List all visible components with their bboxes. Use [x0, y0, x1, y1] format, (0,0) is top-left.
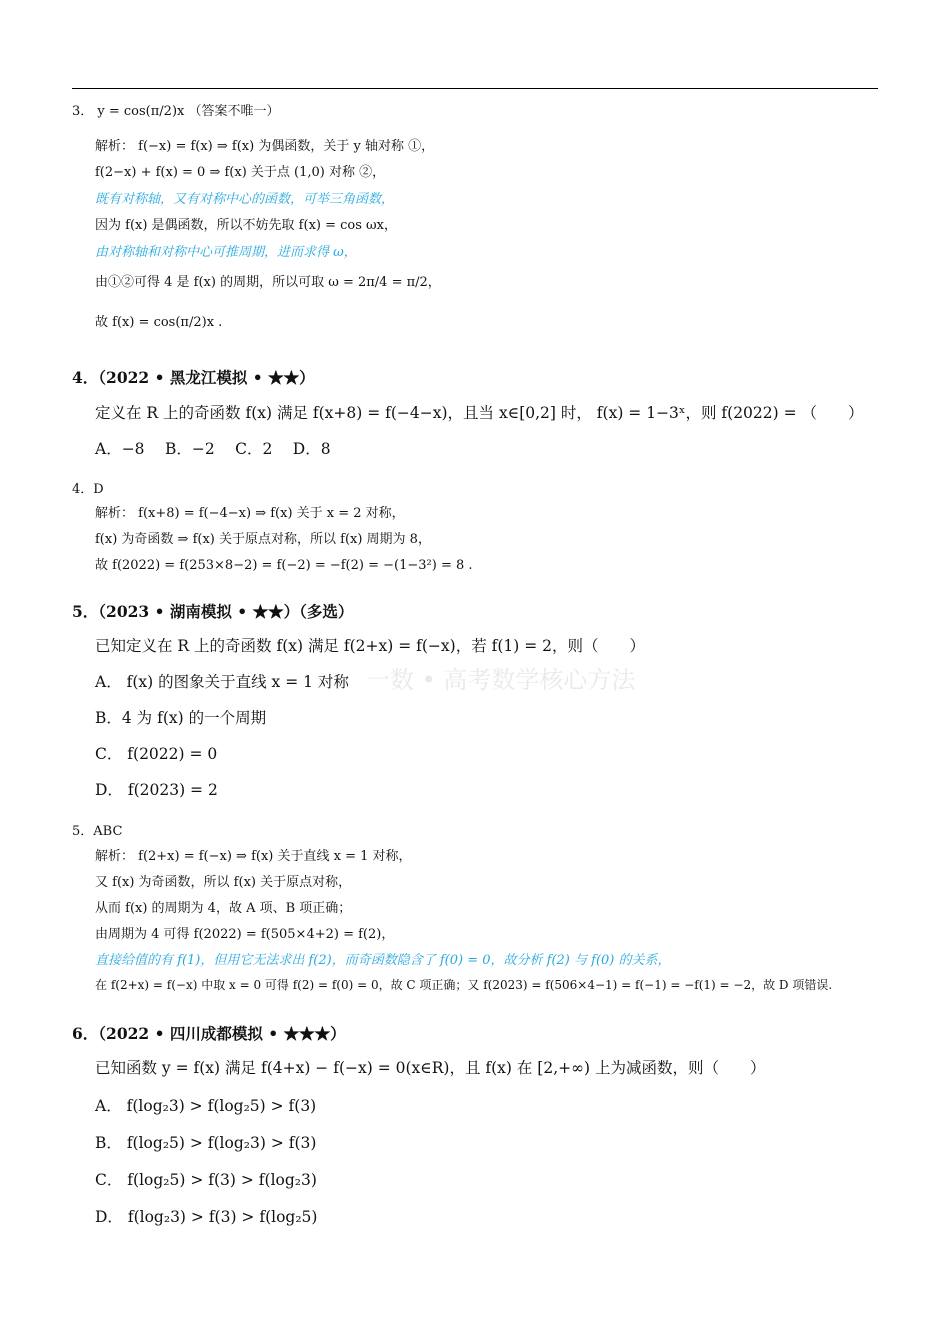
answer-5-hint: 直接给值的有 f(1)，但用它无法求出 f(2)，而奇函数隐含了 f(0) = 0，故分析 f(2) 与 f(0) 的关系，	[95, 953, 671, 968]
answer-4-line-1: 解析： f(x+8) = f(−4−x) ⇒ f(x) 关于 x = 2 对称，	[95, 506, 405, 521]
question-6-option-a: A． f(log₂3) > f(log₂5) > f(3)	[95, 1097, 317, 1115]
answer-4-heading: 4．D	[72, 482, 104, 497]
answer-5-line-2: 又 f(x) 为奇函数，所以 f(x) 关于原点对称，	[95, 875, 352, 890]
answer-3-line-3: 因为 f(x) 是偶函数，所以不妨先取 f(x) = cos ωx，	[95, 218, 397, 233]
question-5-option-b: B．4 为 f(x) 的一个周期	[95, 709, 267, 727]
question-4-stem: 定义在 R 上的奇函数 f(x) 满足 f(x+8) = f(−4−x)，且当 x∈[0,2] 时， f(x) = 1−3ˣ，则 f(2022) = （ ）	[95, 404, 864, 422]
header-rule	[72, 88, 878, 89]
answer-3-hint-1: 既有对称轴，又有对称中心的函数，可举三角函数，	[95, 192, 395, 207]
answer-4-line-3: 故 f(2022) = f(253×8−2) = f(−2) = −f(2) = −(1−3²) = 8 .	[95, 558, 473, 573]
watermark: 一数 • 高考数学核心方法	[366, 666, 636, 694]
question-5-heading: 5．（2023 • 湖南模拟 • ★★）（多选）	[72, 602, 354, 621]
question-6-option-c: C． f(log₂5) > f(3) > f(log₂3)	[95, 1171, 317, 1189]
question-4-options: A．−8 B．−2 C．2 D．8	[95, 440, 331, 458]
question-6-option-b: B． f(log₂5) > f(log₂3) > f(3)	[95, 1134, 317, 1152]
answer-5-line-3: 从而 f(x) 的周期为 4，故 A 项、B 项正确；	[95, 901, 352, 916]
answer-5-line-4: 由周期为 4 可得 f(2022) = f(505×4+2) = f(2)，	[95, 927, 395, 942]
question-5-stem: 已知定义在 R 上的奇函数 f(x) 满足 f(2+x) = f(−x)，若 f(1) = 2，则（ ）	[95, 637, 646, 655]
answer-3-heading: 3． y = cos(π/2)x （答案不唯一）	[72, 104, 280, 119]
question-6-stem: 已知函数 y = f(x) 满足 f(4+x) − f(−x) = 0(x∈R)，且 f(x) 在 [2,+∞) 上为减函数，则（ ）	[95, 1059, 766, 1077]
question-5-option-a: A． f(x) 的图象关于直线 x = 1 对称	[95, 673, 349, 691]
question-4-heading: 4．（2022 • 黑龙江模拟 • ★★）	[72, 368, 315, 387]
answer-5-heading: 5．ABC	[72, 824, 123, 839]
answer-5-line-1: 解析： f(2+x) = f(−x) ⇒ f(x) 关于直线 x = 1 对称，	[95, 849, 412, 864]
answer-3-line-1: 解析： f(−x) = f(x) ⇒ f(x) 为偶函数，关于 y 轴对称 ①，	[95, 139, 435, 154]
question-6-heading: 6．（2022 • 四川成都模拟 • ★★★）	[72, 1024, 346, 1043]
question-5-option-d: D． f(2023) = 2	[95, 781, 218, 799]
answer-5-line-5: 在 f(2+x) = f(−x) 中取 x = 0 可得 f(2) = f(0) = 0，故 C 项正确；又 f(2023) = f(506×4−1) = f(−1) = −f(1) = −2，故 D 项错误.	[95, 978, 833, 992]
answer-3-line-2: f(2−x) + f(x) = 0 ⇒ f(x) 关于点 (1,0) 对称 ②，	[95, 165, 386, 180]
answer-3-line-4: 由①②可得 4 是 f(x) 的周期，所以可取 ω = 2π/4 = π/2，	[95, 275, 441, 290]
answer-3-line-5: 故 f(x) = cos(π/2)x .	[95, 315, 223, 330]
answer-3-hint-2: 由对称轴和对称中心可推周期，进而求得 ω，	[95, 245, 357, 260]
question-6-option-d: D． f(log₂3) > f(3) > f(log₂5)	[95, 1208, 318, 1226]
answer-4-line-2: f(x) 为奇函数 ⇒ f(x) 关于原点对称，所以 f(x) 周期为 8，	[95, 532, 431, 547]
question-5-option-c: C． f(2022) = 0	[95, 745, 218, 763]
